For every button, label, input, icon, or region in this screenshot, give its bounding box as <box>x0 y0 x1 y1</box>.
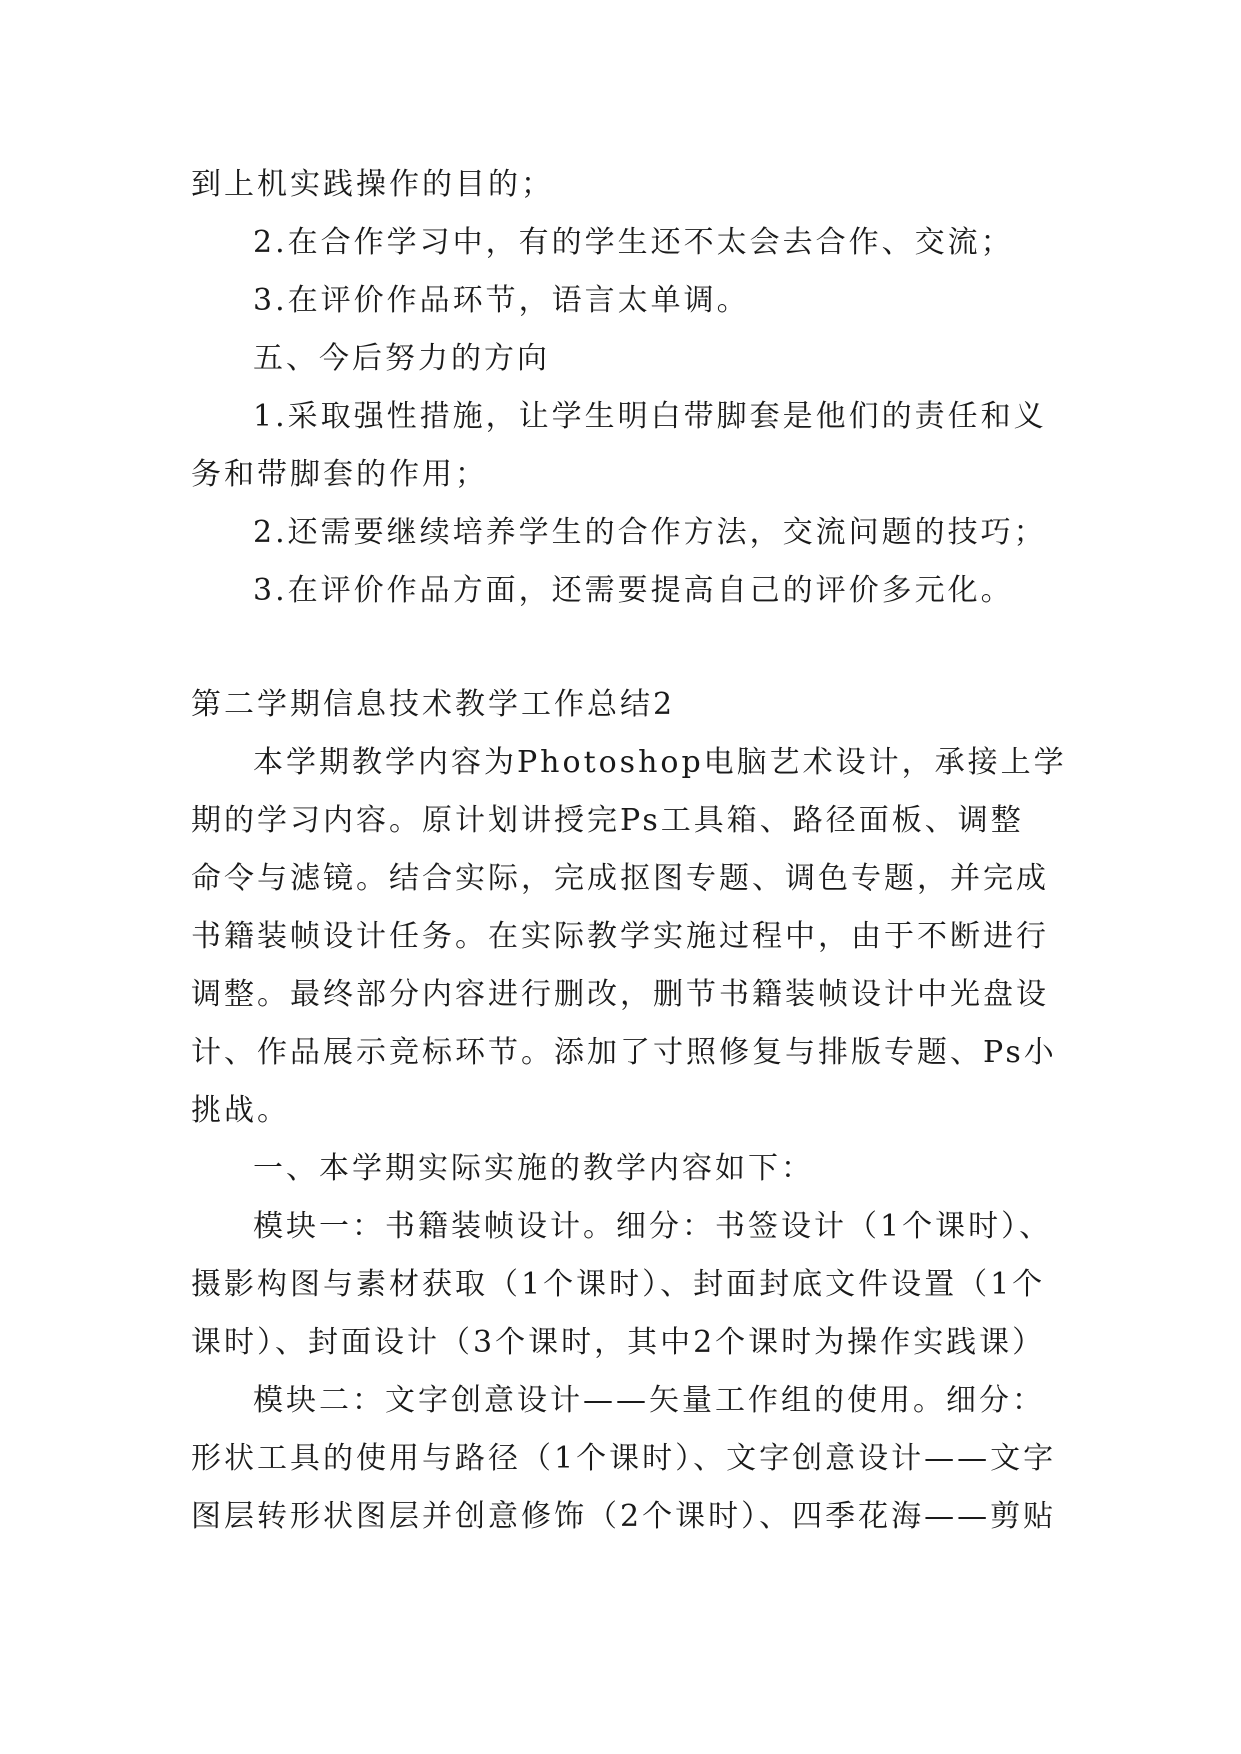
text-line: 摄影构图与素材获取（1个课时）、封面封底文件设置（1个 <box>191 1267 1046 1302</box>
text-line: 挑战。 <box>191 1093 290 1128</box>
text-line: 形状工具的使用与路径（1个课时）、文字创意设计——文字 <box>191 1441 1057 1476</box>
text-line: 书籍装帧设计任务。在实际教学实施过程中，由于不断进行 <box>191 919 1049 954</box>
section-heading: 五、今后努力的方向 <box>253 341 550 376</box>
text-line: 3.在评价作品方面，还需要提高自己的评价多元化。 <box>253 573 1014 608</box>
text-line: 课时）、封面设计（3个课时，其中2个课时为操作实践课） <box>191 1325 1046 1360</box>
text-line: 本学期教学内容为Photoshop电脑艺术设计，承接上学 <box>253 745 1067 780</box>
text-line: 调整。最终部分内容进行删改，删节书籍装帧设计中光盘设 <box>191 977 1049 1012</box>
section-heading: 一、本学期实际实施的教学内容如下： <box>253 1151 814 1186</box>
text-line: 模块一：书籍装帧设计。细分：书签设计（1个课时）、 <box>253 1209 1053 1244</box>
text-line: 1.采取强性措施，让学生明白带脚套是他们的责任和义 <box>253 399 1047 434</box>
text-line: 2.还需要继续培养学生的合作方法，交流问题的技巧； <box>253 515 1047 550</box>
text-line: 图层转形状图层并创意修饰（2个课时）、四季花海——剪贴 <box>191 1499 1057 1534</box>
text-line: 计、作品展示竞标环节。添加了寸照修复与排版专题、Ps小 <box>191 1035 1057 1070</box>
text-line: 务和带脚套的作用； <box>191 457 488 492</box>
text-line: 命令与滤镜。结合实际，完成抠图专题、调色专题，并完成 <box>191 861 1049 896</box>
text-line: 2.在合作学习中，有的学生还不太会去合作、交流； <box>253 225 1014 260</box>
text-line: 3.在评价作品环节，语言太单调。 <box>253 283 750 318</box>
text-line: 到上机实践操作的目的； <box>191 167 554 202</box>
document-title: 第二学期信息技术教学工作总结2 <box>191 687 676 722</box>
text-line: 模块二：文字创意设计——矢量工作组的使用。细分： <box>253 1383 1045 1418</box>
text-line: 期的学习内容。原计划讲授完Ps工具箱、路径面板、调整 <box>191 803 1024 838</box>
